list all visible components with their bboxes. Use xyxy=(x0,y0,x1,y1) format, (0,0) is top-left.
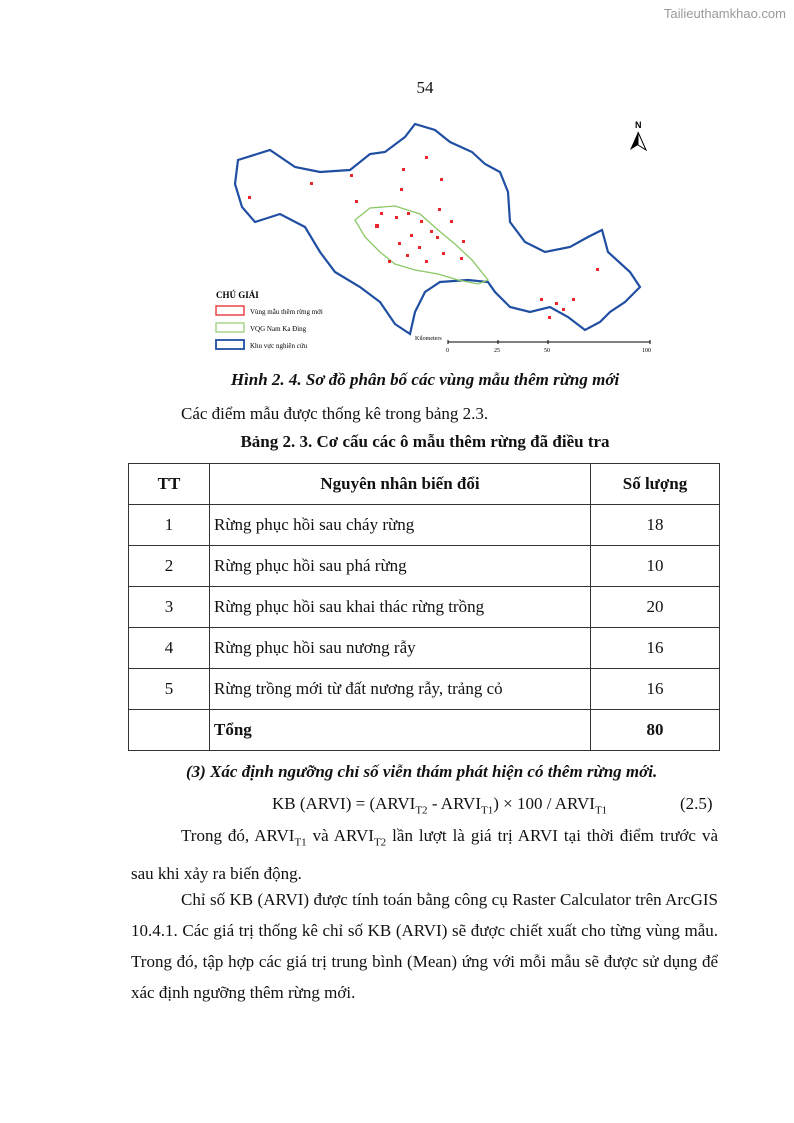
sample-table xyxy=(128,463,720,751)
section-heading: (3) Xác định ngưỡng chỉ số viễn thám phát hiện có thêm rừng mới. xyxy=(186,762,658,781)
scale-unit: Kilometers xyxy=(415,336,442,342)
row-cause: Rừng trồng mới từ đất nương rẫy, trảng cỏ xyxy=(210,669,591,710)
legend-label-study: Khu vực nghiên cứu xyxy=(250,342,308,350)
scale-bar xyxy=(415,336,651,354)
scale-tick-50: 50 xyxy=(544,348,550,354)
study-area-map xyxy=(210,112,660,360)
row-count: 20 xyxy=(591,587,720,628)
row-index: 4 xyxy=(129,628,210,669)
north-arrow-icon xyxy=(630,120,646,150)
table-header-row xyxy=(129,464,720,505)
header-tt: TT xyxy=(129,464,210,505)
row-count: 10 xyxy=(591,546,720,587)
table-row xyxy=(129,628,720,669)
row-cause: Rừng phục hồi sau cháy rừng xyxy=(210,505,591,546)
paragraph-method: Chỉ số KB (ARVI) được tính toán bằng công cụ Raster Calculator trên ArcGIS 10.4.1. Các giá trị thống kê chỉ số KB (ARVI) sẽ được chiết xuất cho từng vùng mẫu. Trong đó, tập hợp các giá trị trung bình (Mean) ứng với mỗi mẫu sẽ được sử dụng để xác định ngưỡng thêm rừng mới. xyxy=(131,890,718,1002)
table-title: Bảng 2. 3. Cơ cấu các ô mẫu thêm rừng đã điều tra xyxy=(240,432,610,451)
page-number: 54 xyxy=(416,78,434,97)
table-row xyxy=(129,587,720,628)
total-label: Tổng xyxy=(210,710,591,751)
figure-caption: Hình 2. 4. Sơ đồ phân bố các vùng mẫu thêm rừng mới xyxy=(230,370,620,389)
intro-text: Các điểm mẫu được thống kê trong bảng 2.3. xyxy=(181,404,489,423)
scale-tick-25: 25 xyxy=(494,348,500,354)
total-value: 80 xyxy=(591,710,720,751)
table-total-row xyxy=(129,710,720,751)
row-index: 1 xyxy=(129,505,210,546)
table-row xyxy=(129,505,720,546)
row-cause: Rừng phục hồi sau phá rừng xyxy=(210,546,591,587)
legend-title: CHÚ GIẢI xyxy=(216,290,259,300)
legend-label-samples: Vùng mẫu thêm rừng mới xyxy=(250,308,323,316)
row-index: 2 xyxy=(129,546,210,587)
header-count: Số lượng xyxy=(591,464,720,505)
row-count: 18 xyxy=(591,505,720,546)
legend-swatch-samples xyxy=(216,306,244,315)
table-row xyxy=(129,546,720,587)
watermark: Tailieuthamkhao.com xyxy=(663,6,786,21)
row-index: 5 xyxy=(129,669,210,710)
row-count: 16 xyxy=(591,628,720,669)
legend-swatch-study xyxy=(216,340,244,349)
north-label: N xyxy=(635,120,642,130)
legend-label-park: VQG Nam Ka Đing xyxy=(250,325,307,333)
formula: KB (ARVI) = ($ARVI_{T2}$ - $ARVI_{T1}) \times 100$ / $ARVI_{T1}$ xyxy=(272,794,608,817)
park-outline xyxy=(355,206,488,284)
map-legend xyxy=(216,290,323,350)
header-cause: Nguyên nhân biến đổi xyxy=(210,464,591,505)
row-cause: Rừng phục hồi sau khai thác rừng trồng xyxy=(210,587,591,628)
row-count: 16 xyxy=(591,669,720,710)
equation-number: (2.5) xyxy=(680,794,713,813)
legend-swatch-park xyxy=(216,323,244,332)
table-row xyxy=(129,669,720,710)
row-index: 3 xyxy=(129,587,210,628)
scale-tick-100: 100 xyxy=(642,348,651,354)
scale-tick-0: 0 xyxy=(446,348,449,354)
row-cause: Rừng phục hồi sau nương rẫy xyxy=(210,628,591,669)
paragraph-definition: Trong đó, $ARVI_{T1}$ và $ARVI_{T2}$ lần lượt là giá trị ARVI tại thời điểm trước và sau khi xảy ra biến động. xyxy=(131,826,718,884)
